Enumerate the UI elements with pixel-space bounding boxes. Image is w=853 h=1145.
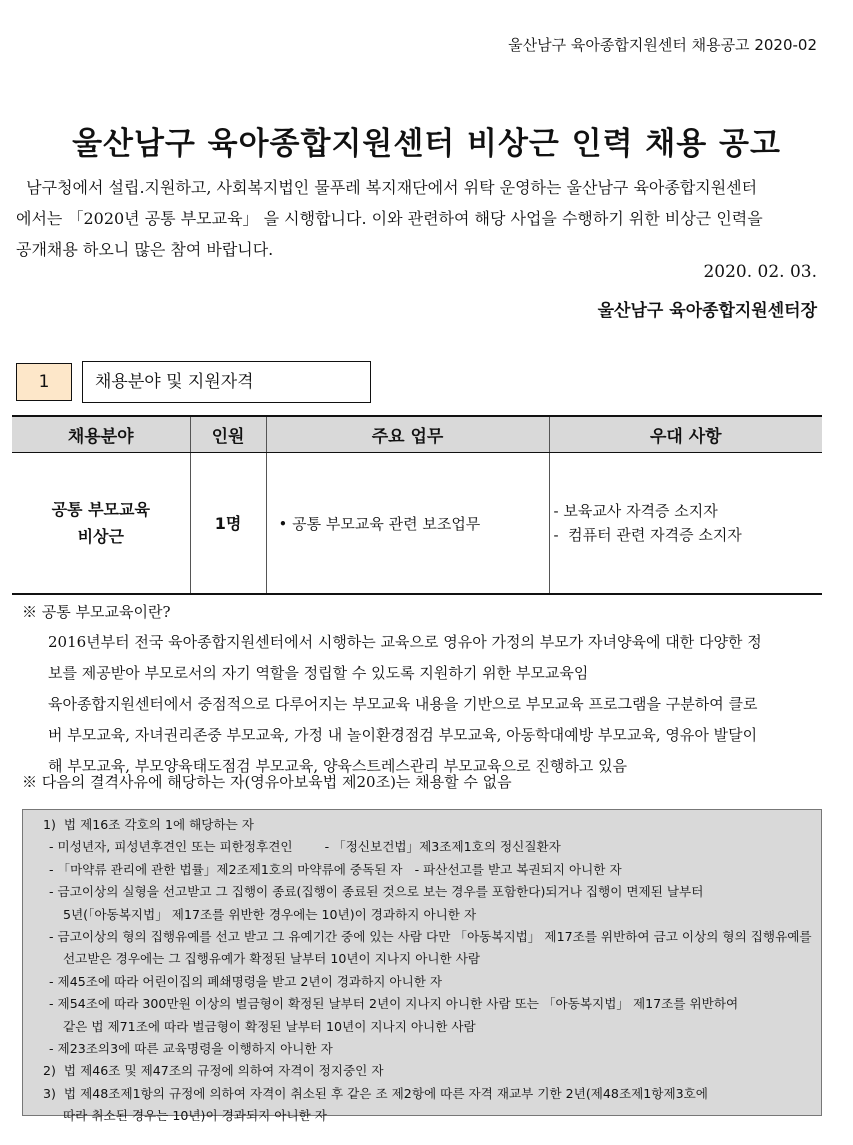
- field-type: 비상근: [77, 527, 124, 546]
- column-header-preference: 우대 사항: [549, 416, 822, 453]
- cell-field: [12, 453, 190, 595]
- note-heading: ※ 공통 부모교육이란?: [22, 603, 171, 621]
- column-header-duty: 주요 업무: [266, 416, 549, 453]
- section-number-badge: 1: [16, 363, 72, 401]
- note-line: 육아종합지원센터에서 중점적으로 다루어지는 부모교육 내용을 기반으로 부모교육 프로그램을 구분하여 클로: [48, 695, 758, 713]
- list-item: - 금고이상의 형의 집행유예를 선고 받고 그 유예기간 중에 있는 사람 다만 「아동복지법」 제17조를 위반하여 금고 이상의 형의 집행유예를: [49, 929, 812, 945]
- list-item: 3) 법 제48조제1항의 규정에 의하여 자격이 취소된 후 같은 조 제2항에 따른 자격 재교부 기한 2년(제48조제1항제3호에: [43, 1085, 708, 1101]
- list-item: - 금고이상의 실형을 선고받고 그 집행이 종료(집행이 종료된 것으로 보는 경우를 포함한다)되거나 집행이 면제된 날부터: [49, 884, 704, 900]
- list-item: 같은 법 제71조에 따라 벌금형이 확정된 날부터 10년이 지나지 아니한 사람: [63, 1018, 476, 1034]
- note-paragraph: [22, 689, 822, 782]
- preference-item: - 컴퓨터 관련 자격증 소지자: [553, 526, 742, 544]
- intro-line: 에서는 「2020년 공통 부모교육」 을 시행합니다. 이와 관련하여 해당 사업을 수행하기 위한 비상근 인력을: [16, 209, 763, 228]
- disqualification-list: [22, 809, 822, 1124]
- note-line: 2016년부터 전국 육아종합지원센터에서 시행하는 교육으로 영유아 가정의 부모가 자녀양육에 대한 다양한 정: [48, 633, 762, 651]
- intro-paragraph: [16, 172, 824, 265]
- issuer-name: 울산남구 육아종합지원센터장: [597, 301, 817, 321]
- note-line: 해 부모교육, 부모양육태도점검 부모교육, 양육스트레스관리 부모교육으로 진행하고 있음: [48, 757, 628, 775]
- document-reference-number: 울산남구 육아종합지원센터 채용공고 2020-02: [508, 36, 817, 54]
- field-name: 공통 부모교육: [51, 500, 150, 519]
- list-item: 5년(「아동복지법」 제17조를 위반한 경우에는 10년)이 경과하지 아니한 자: [63, 906, 477, 922]
- column-header-field: 채용분야: [12, 416, 190, 453]
- list-item: - 제54조에 따라 300만원 이상의 벌금형이 확정된 날부터 2년이 지나지 아니한 사람 또는 「아동복지법」 제17조를 위반하여: [49, 996, 739, 1012]
- list-item: - 「마약류 관리에 관한 법률」제2조제1호의 마약류에 중독된 자 - 파산선고를 받고 복권되지 아니한 자: [49, 861, 622, 877]
- page-title: 울산남구 육아종합지원센터 비상근 인력 채용 공고: [72, 126, 781, 162]
- cell-duty: • 공통 부모교육 관련 보조업무: [266, 453, 549, 595]
- preference-item: - 보육교사 자격증 소지자: [553, 502, 718, 520]
- parent-education-note: [22, 597, 822, 782]
- note-paragraph: [22, 627, 822, 689]
- cell-preference: [549, 453, 822, 595]
- recruitment-table: [12, 415, 822, 595]
- disqualification-note: ※ 다음의 결격사유에 해당하는 자(영유아보육법 제20조)는 채용할 수 없음: [22, 773, 512, 791]
- column-header-count: 인원: [190, 416, 266, 453]
- list-item: 2) 법 제46조 및 제47조의 규정에 의하여 자격이 정지중인 자: [43, 1063, 384, 1079]
- list-item: - 제45조에 따라 어린이집의 폐쇄명령을 받고 2년이 경과하지 아니한 자: [49, 973, 443, 989]
- note-line: 버 부모교육, 자녀권리존중 부모교육, 가정 내 놀이환경점검 부모교육, 아동학대예방 부모교육, 영유아 발달이: [48, 726, 758, 744]
- list-item: 선고받은 경우에는 그 집행유예가 확정된 날부터 10년이 지나지 아니한 사람: [63, 951, 481, 967]
- table-row: [12, 453, 822, 595]
- intro-line: 남구청에서 설립.지원하고, 사회복지법인 물푸레 복지재단에서 위탁 운영하는 울산남구 육아종합지원센터: [16, 178, 758, 197]
- cell-count: 1명: [190, 453, 266, 595]
- list-item: 1) 법 제16조 각호의 1에 해당하는 자: [43, 817, 254, 832]
- table-header-row: [12, 416, 822, 453]
- announcement-date: 2020. 02. 03.: [703, 262, 817, 282]
- list-item: - 제23조의3에 따른 교육명령을 이행하지 아니한 자: [49, 1041, 333, 1057]
- section-title: 채용분야 및 지원자격: [82, 361, 371, 403]
- note-line: 보를 제공받아 부모로서의 자기 역할을 정립할 수 있도록 지원하기 위한 부모교육임: [48, 664, 589, 682]
- list-item: 따라 취소된 경우는 10년)이 경과되지 아니한 자: [63, 1108, 327, 1124]
- intro-line: 공개채용 하오니 많은 참여 바랍니다.: [16, 240, 274, 259]
- list-item: - 미성년자, 피성년후견인 또는 피한정후견인 - 「정신보건법」제3조제1호의 정신질환자: [49, 839, 561, 855]
